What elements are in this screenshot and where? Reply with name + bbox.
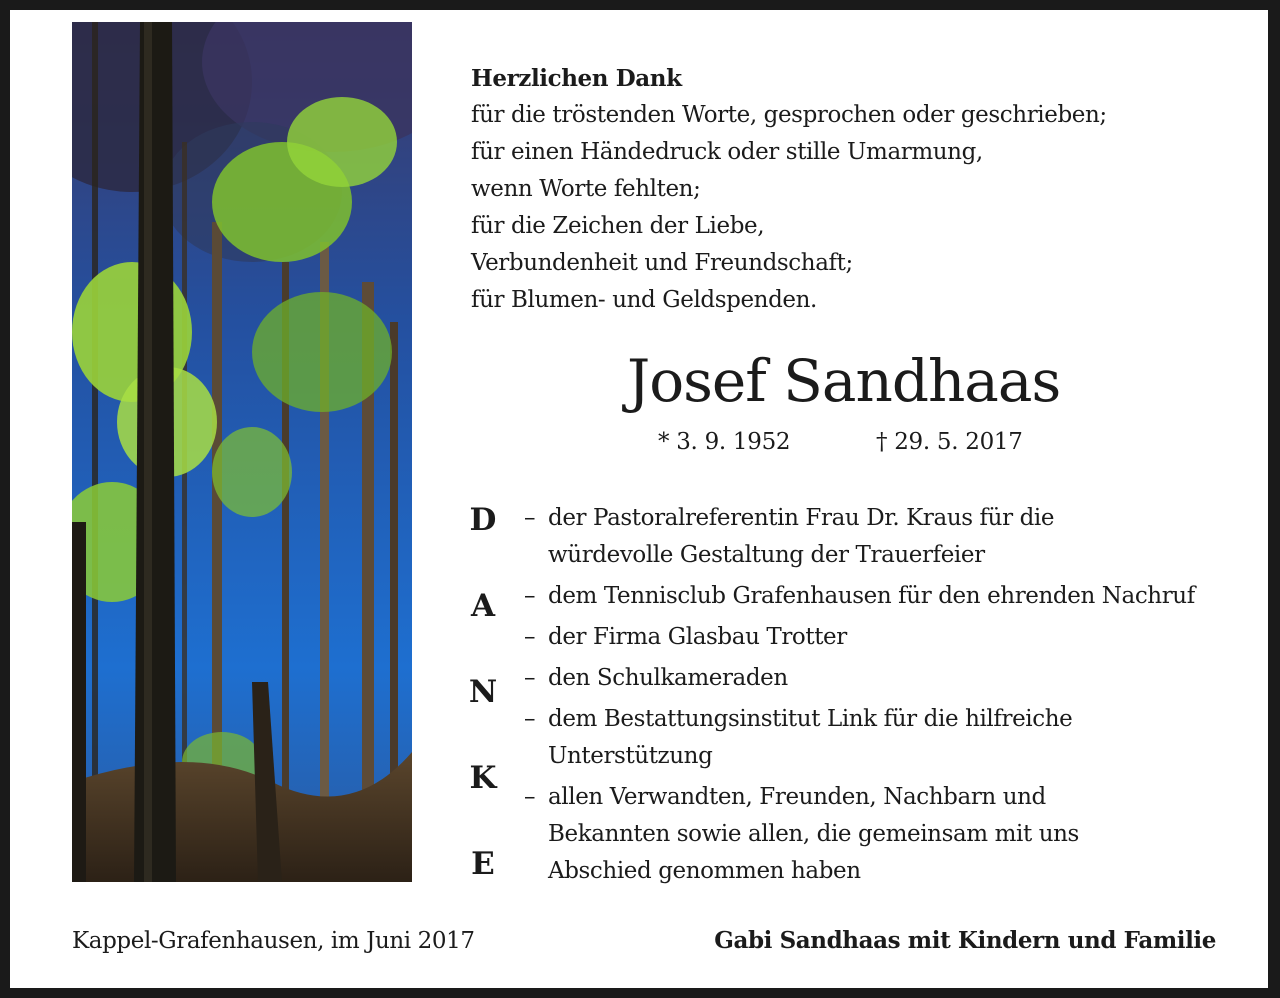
intro-text xyxy=(471,60,1107,319)
thanks-item xyxy=(524,701,1195,775)
forest-photo xyxy=(72,22,412,882)
dash: – xyxy=(524,583,536,609)
thanks-line: dem Tennisclub Grafenhausen für den ehrenden Nachruf xyxy=(548,583,1195,609)
thanks-line: würdevolle Gestaltung der Trauerfeier xyxy=(548,542,985,568)
intro-line: wenn Worte fehlten; xyxy=(471,176,701,202)
thanks-line: der Firma Glasbau Trotter xyxy=(548,624,847,650)
dash: – xyxy=(524,505,536,531)
thanks-line: der Pastoralreferentin Frau Dr. Kraus für die xyxy=(548,505,1055,531)
danke-letter: A xyxy=(470,588,496,624)
intro-line: für die Zeichen der Liebe, xyxy=(471,213,765,239)
thanks-line: Unterstützung xyxy=(548,743,713,769)
signature: Gabi Sandhaas mit Kindern und Familie xyxy=(714,927,1216,954)
danke-letter: D xyxy=(469,502,497,538)
deceased-name: Josef Sandhaas xyxy=(627,347,1061,415)
thanks-line: dem Bestattungsinstitut Link für die hilfreiche xyxy=(548,706,1073,732)
thanks-item xyxy=(524,578,1195,615)
dash: – xyxy=(524,784,536,810)
intro-line: für einen Händedruck oder stille Umarmung, xyxy=(471,139,983,165)
thanks-item xyxy=(524,660,1195,697)
dash: – xyxy=(524,624,536,650)
intro-line: für Blumen- und Geldspenden. xyxy=(471,287,817,313)
thanks-item xyxy=(524,619,1195,656)
intro-line: für die tröstenden Worte, gesprochen oder geschrieben; xyxy=(471,102,1107,128)
dash: – xyxy=(524,665,536,691)
intro-line: Verbundenheit und Freundschaft; xyxy=(471,250,853,276)
thanks-line: den Schulkameraden xyxy=(548,665,788,691)
thanks-list xyxy=(524,500,1195,894)
death-date: † 29. 5. 2017 xyxy=(876,429,1023,455)
obituary-card xyxy=(10,10,1268,988)
danke-letter: K xyxy=(469,760,497,796)
thanks-item xyxy=(524,500,1195,574)
danke-letter: N xyxy=(468,674,498,710)
dash: – xyxy=(524,706,536,732)
intro-heading: Herzlichen Dank xyxy=(471,65,682,92)
thanks-line: Abschied genommen haben xyxy=(548,858,861,884)
danke-letter: E xyxy=(471,846,495,882)
forest-photo-graphic xyxy=(72,22,412,882)
thanks-item xyxy=(524,779,1195,890)
birth-date: * 3. 9. 1952 xyxy=(658,429,791,455)
thanks-line: Bekannten sowie allen, die gemeinsam mit uns xyxy=(548,821,1079,847)
thanks-line: allen Verwandten, Freunden, Nachbarn und xyxy=(548,784,1046,810)
place-date: Kappel-Grafenhausen, im Juni 2017 xyxy=(72,928,475,954)
